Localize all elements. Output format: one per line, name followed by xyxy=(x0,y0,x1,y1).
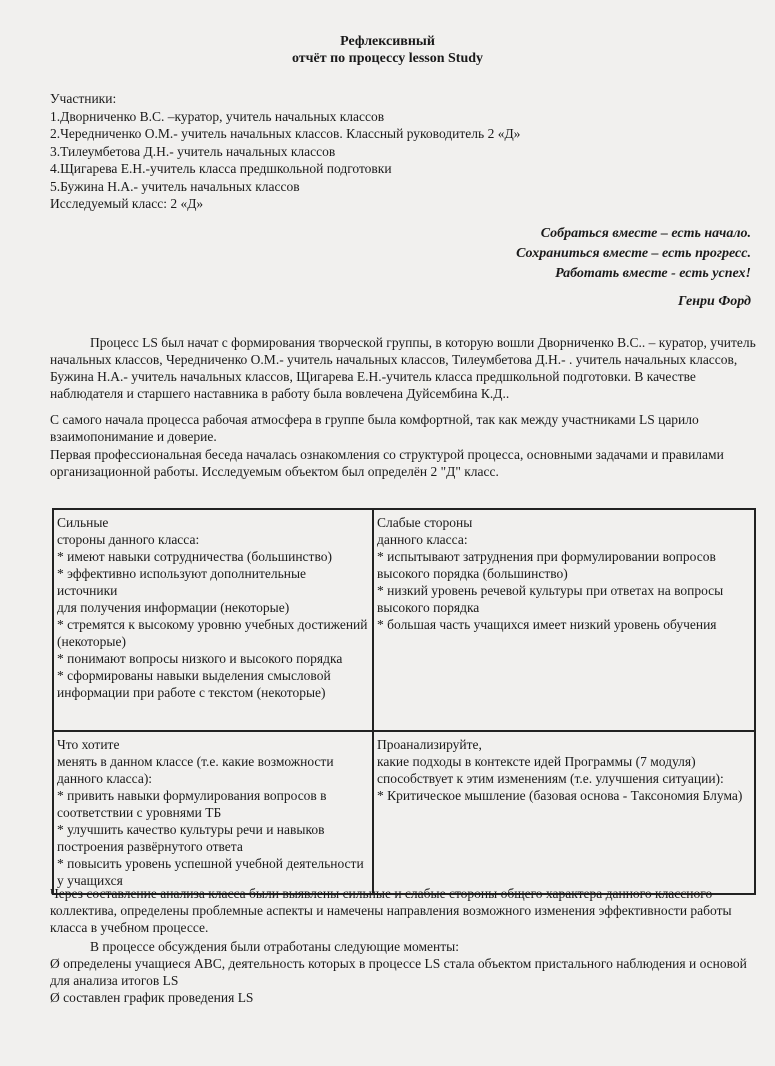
discussion-points-list xyxy=(50,955,756,1006)
changes-cell xyxy=(53,731,373,894)
strengths-line: * эффективно используют дополнительные источники xyxy=(57,566,310,598)
weaknesses-line: Слабые стороны xyxy=(377,515,473,530)
epigraph-quote xyxy=(516,224,751,312)
participants-block xyxy=(50,90,520,213)
weaknesses-cell xyxy=(373,509,755,731)
changes-line: * улучшить качество культуры речи и навыков построения развёрнутого ответа xyxy=(57,822,328,854)
title-line-1: Рефлексивный xyxy=(340,34,435,49)
strengths-line: Сильные xyxy=(57,515,109,530)
changes-line: Что хотите xyxy=(57,737,120,752)
paragraph-group-formation: Процесс LS был начат с формирования творческой группы, в которую вошли Дворниченко В.С.. – куратор, учитель начальных классов, Чередниченко О.М.- учитель начальных классов, Тилеумбетова Д.Н.- . учитель начальных классов, Бужина Н.А.- учитель начальных классов, Щигарева Е.Н.-учитель класса предшкольной подготовки. В качестве наблюдателя и старшего наставника в работу была вовлечена Дуйсембина К.Д.. xyxy=(50,335,756,401)
quote-line-2: Сохраниться вместе – есть прогресс. xyxy=(516,246,751,261)
table-row xyxy=(53,509,755,731)
approaches-cell xyxy=(373,731,755,894)
changes-line: менять в данном классе (т.е. какие возможности данного класса): xyxy=(57,754,337,786)
quote-author: Генри Форд xyxy=(678,294,751,309)
approaches-line: какие подходы в контексте идей Программы (7 модуля) способствует к этим изменениям (т.е. улучшения ситуации): xyxy=(377,754,724,786)
paragraph-analysis-summary: Через составление анализа класса были выявлены сильные и слабые стороны общего характера данного классного коллектива, определены проблемные аспекты и намечены направления возможного изменения эффективности работы класса в учебном процессе. xyxy=(50,886,732,935)
paragraph-atmosphere: С самого начала процесса рабочая атмосфера в группе была комфортной, так как между участниками LS царило взаимопонимание и доверие. xyxy=(50,412,699,444)
list-item: Ø составлен график проведения LS xyxy=(50,990,254,1005)
strengths-line: стороны данного класса: xyxy=(57,532,200,547)
weaknesses-line: данного класса: xyxy=(377,532,468,547)
strengths-cell xyxy=(53,509,373,731)
table-row xyxy=(53,731,755,894)
studied-class: Исследуемый класс: 2 «Д» xyxy=(50,196,204,211)
participant-1: 1.Дворниченко В.С. –куратор, учитель начальных классов xyxy=(50,108,385,124)
approaches-line: * Критическое мышление (базовая основа - Таксономия Блума) xyxy=(377,788,743,803)
participant-4: 4.Щигарева Е.Н.-учитель класса предшкольной подготовки xyxy=(50,161,392,176)
strengths-line: * стремятся к высокому уровню учебных достижений (некоторые) xyxy=(57,617,371,649)
changes-line: * повысить уровень успешной учебной деятельности у учащихся xyxy=(57,856,368,888)
strengths-line: * понимают вопросы низкого и высокого порядка xyxy=(57,651,343,666)
quote-line-3: Работать вместе - есть успех! xyxy=(555,266,751,281)
class-analysis-table xyxy=(52,508,756,895)
participants-heading: Участники: xyxy=(50,91,117,106)
document-title xyxy=(0,33,775,67)
quote-line-1: Собраться вместе – есть начало. xyxy=(540,226,751,241)
weaknesses-line: * большая часть учащихся имеет низкий уровень обучения xyxy=(377,617,717,632)
list-item: Ø определены учащиеся АВС, деятельность которых в процессе LS стала объектом пристального наблюдения и основой для анализа итогов LS xyxy=(50,956,747,988)
participant-5: 5.Бужина Н.А.- учитель начальных классов xyxy=(50,178,300,194)
participant-2: 2.Чередниченко О.М.- учитель начальных классов. Классный руководитель 2 «Д» xyxy=(50,126,521,141)
changes-line: * привить навыки формулирования вопросов в соответствии с уровнями ТБ xyxy=(57,788,330,820)
title-line-2: отчёт по процессу lesson Study xyxy=(291,51,484,66)
paragraph-first-discussion: Первая профессиональная беседа началась ознакомления со структурой процесса, основными задачами и правилами организационной работы. Исследуемым объектом был определён 2 "Д" класс. xyxy=(50,447,724,479)
approaches-line: Проанализируйте, xyxy=(377,737,482,752)
participant-3: 3.Тилеумбетова Д.Н.- учитель начальных классов xyxy=(50,143,336,159)
weaknesses-line: * испытывают затруднения при формулировании вопросов высокого порядка (большинство) xyxy=(377,549,720,581)
paragraph-discussion-intro: В процессе обсуждения были отработаны следующие моменты: xyxy=(90,939,459,954)
strengths-line: для получения информации (некоторые) xyxy=(57,600,290,615)
weaknesses-line: * низкий уровень речевой культуры при ответах на вопросы высокого порядка xyxy=(377,583,727,615)
strengths-line: * имеют навыки сотрудничества (большинство) xyxy=(57,549,332,564)
strengths-line: * сформированы навыки выделения смысловой информации при работе с текстом (некоторые) xyxy=(57,668,335,700)
